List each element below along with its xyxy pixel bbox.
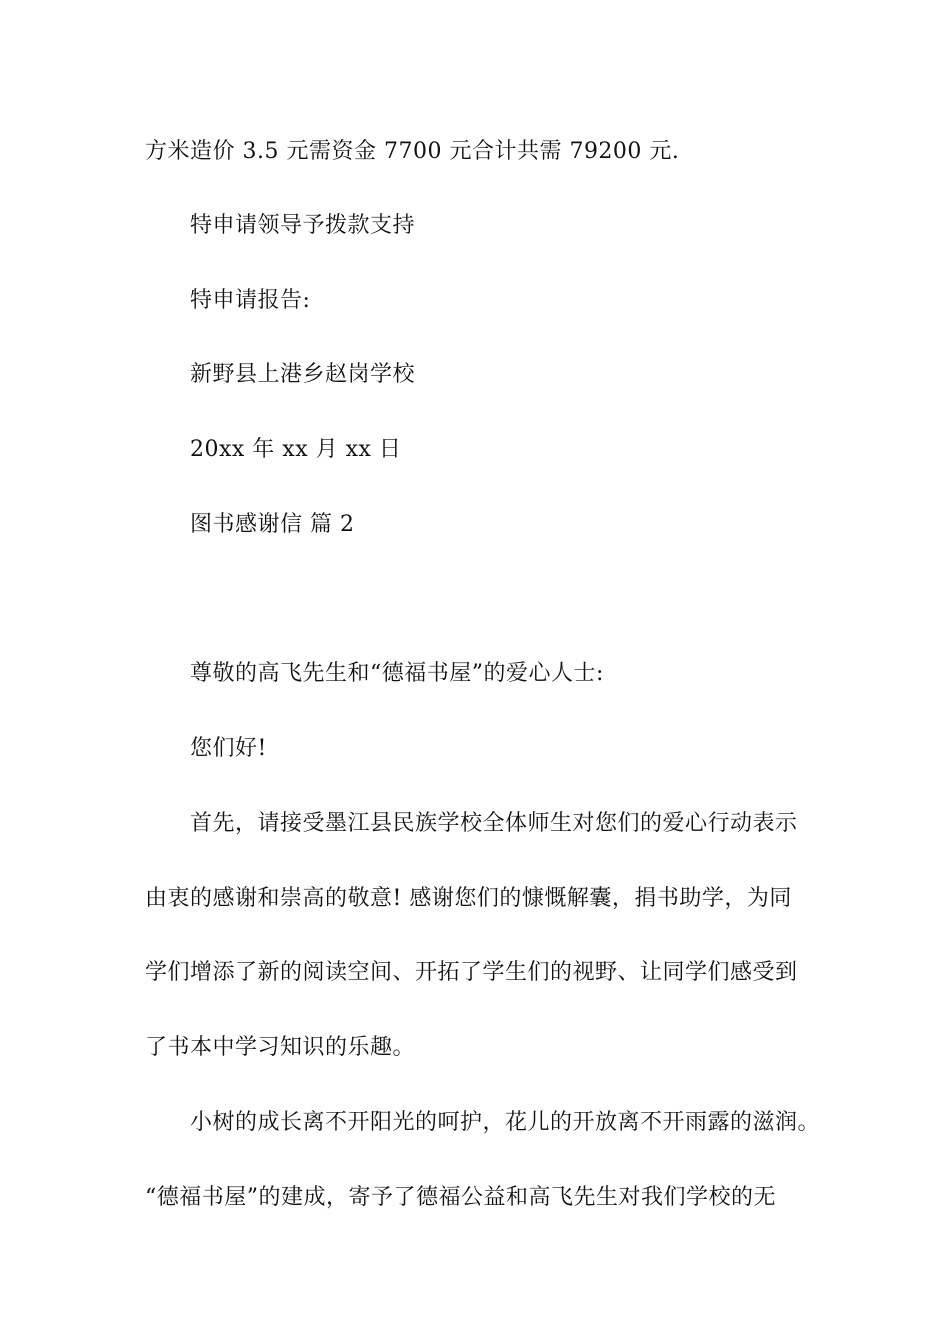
paragraph-line: 了书本中学习知识的乐趣。 bbox=[145, 1035, 416, 1060]
paragraph-line: “德福书屋”的建成，寄予了德福公益和高飞先生对我们学校的无 bbox=[145, 1185, 776, 1210]
text-line-cost: 方米造价 3.5 元需资金 7700 元合计共需 79200 元. bbox=[145, 139, 680, 164]
text-line-report: 特申请报告: bbox=[190, 288, 311, 313]
paragraph-line: 学们增添了新的阅读空间、开拓了学生们的视野、让同学们感受到 bbox=[145, 960, 798, 985]
text-line-request-funds: 特申请领导予拨款支持 bbox=[190, 213, 416, 238]
paragraph-line: 首先，请接受墨江县民族学校全体师生对您们的爱心行动表示 bbox=[190, 811, 798, 836]
text-line-date: 20xx 年 xx 月 xx 日 bbox=[190, 437, 402, 462]
section-heading: 图书感谢信 篇 2 bbox=[190, 512, 355, 537]
text-line-school: 新野县上港乡赵岗学校 bbox=[190, 362, 416, 387]
paragraph-line: 小树的成长离不开阳光的呵护，花儿的开放离不开雨露的滋润。 bbox=[190, 1110, 821, 1135]
paragraph-line: 由衷的感谢和崇高的敬意! 感谢您们的慷慨解囊，捐书助学，为同 bbox=[145, 886, 792, 911]
letter-greeting: 您们好! bbox=[190, 736, 267, 761]
letter-salutation: 尊敬的高飞先生和“德福书屋”的爱心人士: bbox=[190, 661, 604, 686]
